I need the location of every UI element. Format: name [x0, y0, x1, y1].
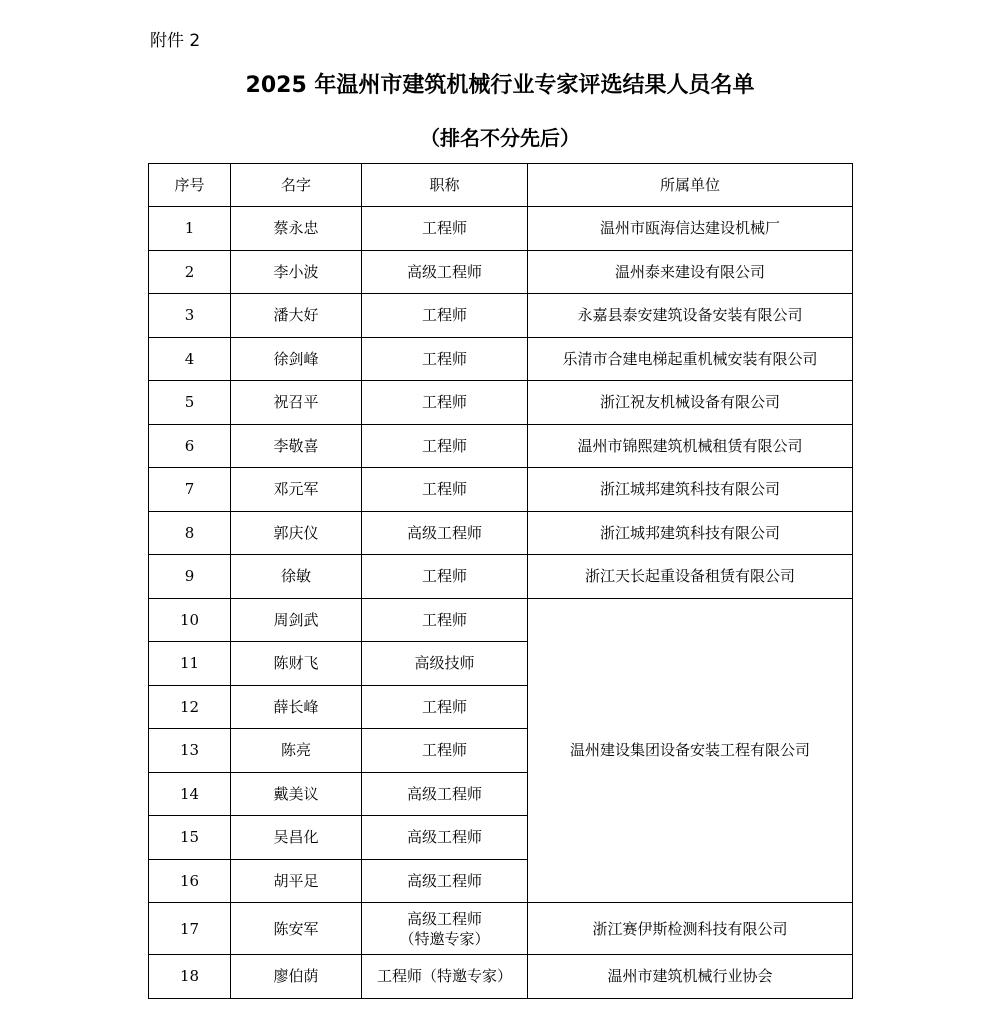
cell-number: 18 — [149, 955, 231, 999]
attachment-label: 附件 2 — [150, 31, 201, 51]
header-number: 序号 — [149, 164, 231, 207]
header-name: 名字 — [231, 164, 362, 207]
document-subtitle: （排名不分先后） — [420, 126, 580, 150]
cell-title: 工程师 — [362, 294, 528, 338]
table-row — [149, 903, 853, 955]
cell-name: 李敬喜 — [231, 424, 362, 468]
cell-title-line1: 高级工程师 — [406, 909, 482, 928]
cell-number: 17 — [149, 903, 231, 955]
cell-title — [362, 903, 528, 955]
cell-organization-merged: 温州建设集团设备安装工程有限公司 — [528, 598, 853, 903]
cell-organization: 温州市锦熙建筑机械租赁有限公司 — [528, 424, 853, 468]
cell-number: 15 — [149, 816, 231, 860]
table-row — [149, 955, 853, 999]
cell-number: 6 — [149, 424, 231, 468]
cell-number: 4 — [149, 337, 231, 381]
cell-organization: 浙江祝友机械设备有限公司 — [528, 381, 853, 425]
cell-number: 1 — [149, 207, 231, 251]
cell-number: 5 — [149, 381, 231, 425]
cell-title: 高级技师 — [362, 642, 528, 686]
cell-number: 13 — [149, 729, 231, 773]
cell-number: 16 — [149, 859, 231, 903]
cell-title: 工程师 — [362, 685, 528, 729]
cell-name: 邓元军 — [231, 468, 362, 512]
cell-title: 工程师 — [362, 207, 528, 251]
cell-organization: 永嘉县泰安建筑设备安装有限公司 — [528, 294, 853, 338]
cell-name: 陈财飞 — [231, 642, 362, 686]
cell-title: 工程师 — [362, 729, 528, 773]
cell-title: 高级工程师 — [362, 859, 528, 903]
table-header-row — [149, 164, 853, 207]
cell-name: 胡平足 — [231, 859, 362, 903]
cell-name: 祝召平 — [231, 381, 362, 425]
cell-organization: 乐清市合建电梯起重机械安装有限公司 — [528, 337, 853, 381]
cell-number: 8 — [149, 511, 231, 555]
table-row — [149, 555, 853, 599]
cell-organization: 浙江赛伊斯检测科技有限公司 — [528, 903, 853, 955]
cell-title: 高级工程师 — [362, 511, 528, 555]
cell-title: 工程师 — [362, 424, 528, 468]
cell-organization: 温州市瓯海信达建设机械厂 — [528, 207, 853, 251]
cell-organization: 浙江天长起重设备租赁有限公司 — [528, 555, 853, 599]
cell-name: 周剑武 — [231, 598, 362, 642]
cell-organization: 浙江城邦建筑科技有限公司 — [528, 468, 853, 512]
cell-title: 工程师 — [362, 598, 528, 642]
table-row — [149, 424, 853, 468]
table-row — [149, 468, 853, 512]
cell-title: 工程师 — [362, 555, 528, 599]
cell-name: 徐敏 — [231, 555, 362, 599]
header-organization: 所属单位 — [528, 164, 853, 207]
cell-number: 9 — [149, 555, 231, 599]
table-row — [149, 511, 853, 555]
cell-name: 薛长峰 — [231, 685, 362, 729]
cell-title: 工程师 — [362, 337, 528, 381]
cell-title: 工程师 — [362, 381, 528, 425]
cell-name: 潘大好 — [231, 294, 362, 338]
table-row — [149, 598, 853, 642]
cell-number: 11 — [149, 642, 231, 686]
cell-name: 蔡永忠 — [231, 207, 362, 251]
cell-name: 吴昌化 — [231, 816, 362, 860]
cell-name: 郭庆仪 — [231, 511, 362, 555]
cell-organization: 温州市建筑机械行业协会 — [528, 955, 853, 999]
table-row — [149, 294, 853, 338]
cell-name: 徐剑峰 — [231, 337, 362, 381]
cell-name: 戴美议 — [231, 772, 362, 816]
cell-title: 高级工程师 — [362, 250, 528, 294]
table-row — [149, 337, 853, 381]
expert-roster-table — [148, 163, 853, 999]
cell-organization: 温州泰来建设有限公司 — [528, 250, 853, 294]
cell-number: 14 — [149, 772, 231, 816]
header-title: 职称 — [362, 164, 528, 207]
cell-number: 10 — [149, 598, 231, 642]
table-row — [149, 250, 853, 294]
cell-name: 李小波 — [231, 250, 362, 294]
cell-title: 工程师 — [362, 468, 528, 512]
table-row — [149, 207, 853, 251]
cell-title: 高级工程师 — [362, 816, 528, 860]
cell-number: 3 — [149, 294, 231, 338]
cell-organization: 浙江城邦建筑科技有限公司 — [528, 511, 853, 555]
cell-name: 廖伯荫 — [231, 955, 362, 999]
table-row — [149, 381, 853, 425]
cell-title: 高级工程师 — [362, 772, 528, 816]
cell-name: 陈安军 — [231, 903, 362, 955]
cell-title-line2: （特邀专家） — [399, 929, 490, 948]
document-title: 2025 年温州市建筑机械行业专家评选结果人员名单 — [245, 73, 755, 98]
cell-title: 工程师（特邀专家） — [362, 955, 528, 999]
cell-name: 陈亮 — [231, 729, 362, 773]
cell-number: 2 — [149, 250, 231, 294]
cell-number: 7 — [149, 468, 231, 512]
cell-number: 12 — [149, 685, 231, 729]
